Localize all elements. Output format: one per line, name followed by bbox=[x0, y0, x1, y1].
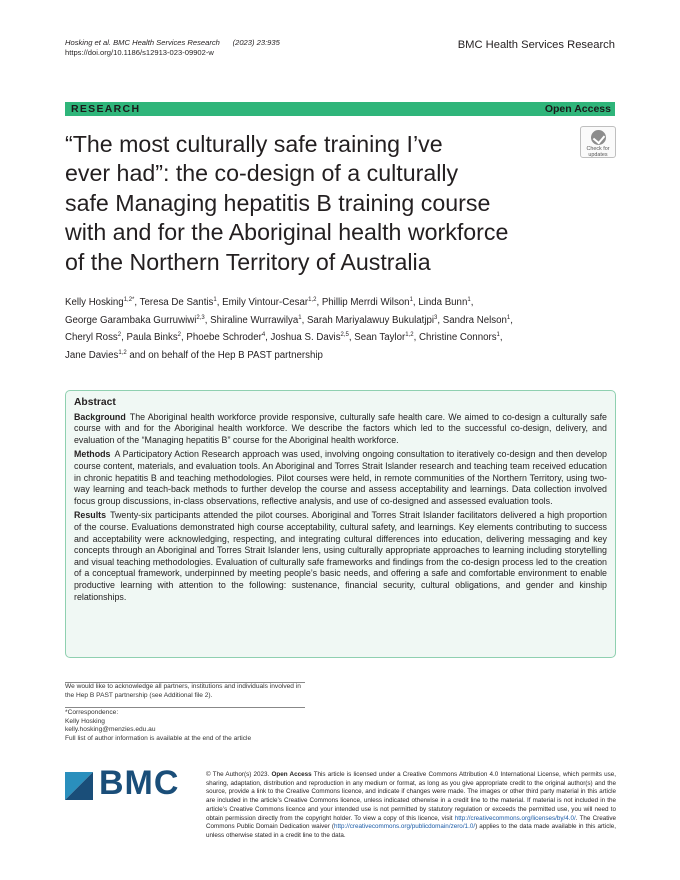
title-line: ever had”: the co-design of a culturally bbox=[65, 160, 459, 187]
author-name: Phillip Merrdi Wilson bbox=[321, 297, 410, 309]
check-for-updates-icon bbox=[591, 130, 606, 145]
abstract-box bbox=[65, 390, 616, 658]
author-name: Cheryl Ross bbox=[65, 332, 118, 344]
check-for-updates-button[interactable] bbox=[580, 126, 616, 158]
author-affiliation: 4 bbox=[261, 332, 266, 339]
cc-by-license-link[interactable]: http://creativecommons.org/licenses/by/4.0/ bbox=[454, 814, 576, 822]
abstract-background bbox=[74, 412, 607, 447]
author-name: Emily Vintour-Cesar bbox=[222, 297, 309, 309]
citation-year: (2023) 23:935 bbox=[232, 38, 280, 47]
copyright-notice: © The Author(s) 2023. bbox=[206, 771, 270, 778]
author-name: Sean Taylor bbox=[354, 332, 406, 344]
author-name: George Garambaka Gurruwiwi bbox=[65, 314, 197, 326]
license-statement bbox=[206, 771, 616, 841]
authors-partnership: and on behalf of the Hep B PAST partnership bbox=[129, 350, 323, 362]
section-heading: Results bbox=[74, 510, 107, 521]
title-line: “The most culturally safe training I’ve bbox=[65, 131, 443, 157]
correspondence-email[interactable]: kelly.hosking@menzies.edu.au bbox=[65, 726, 156, 734]
author-affiliation: 1 bbox=[506, 314, 511, 321]
bmc-logo-icon bbox=[65, 772, 93, 800]
open-access-label: Open Access bbox=[544, 103, 611, 115]
section-heading: Methods bbox=[74, 449, 111, 460]
author-name: Sarah Mariyalawuy Bukulatjpi bbox=[306, 314, 435, 326]
author-affiliation: 1,2 bbox=[118, 350, 127, 357]
open-access-heading: Open Access bbox=[271, 771, 312, 778]
author-name: Linda Bunn bbox=[418, 297, 468, 309]
author-affiliation: 1 bbox=[496, 332, 500, 339]
cc-zero-waiver-link[interactable]: http://creativecommons.org/publicdomain/zero/1.0/ bbox=[334, 823, 476, 831]
author-name: Paula Binks bbox=[126, 332, 178, 344]
article-citation bbox=[65, 38, 280, 58]
citation-authors: Hosking et al. BMC Health Services Research bbox=[65, 38, 220, 47]
author-affiliation: 2 bbox=[177, 332, 182, 339]
author-name: Kelly Hosking bbox=[65, 297, 124, 309]
author-name: Sandra Nelson bbox=[442, 314, 507, 326]
correspondence-block bbox=[65, 709, 307, 743]
license-body: This article is licensed under a Creative Commons Attribution 4.0 International License, which permits use, sharing, adaptation, distribution and reproduction in any medium or format, as long as you give appropriate credit to the original author(s) and the source, provide a link to the Creative Commons licence, and indicate if changes were made. The images or other third party material in this article are included in the article’s Creative Commons licence, unless indicated otherwise in a credit line to the material. If material is not included in the article’s Creative Commons licence and your intended use is not permitted by statutory regulation or exceeds the permitted use, you will need to obtain permission directly from the copyright holder. To view a copy of this licence, visit bbox=[206, 771, 617, 822]
author-name: Phoebe Schroder bbox=[186, 332, 262, 344]
author-affiliation: 1 bbox=[298, 314, 302, 321]
author-info-note: Full list of author information is available at the end of the article bbox=[65, 734, 252, 742]
title-line: of the Northern Territory of Australia bbox=[65, 248, 431, 275]
author-affiliation: 2,5 bbox=[340, 332, 349, 339]
journal-name: BMC Health Services Research bbox=[457, 39, 615, 51]
doi-link[interactable]: https://doi.org/10.1186/s12913-023-09902-w bbox=[65, 48, 214, 57]
author-name: Shiraline Wurrawilya bbox=[210, 314, 299, 326]
author-affiliation: 1,2 bbox=[308, 297, 317, 303]
author-affiliation: 2,3 bbox=[196, 314, 205, 321]
section-heading: Background bbox=[74, 411, 126, 422]
acknowledgement-note: We would like to acknowledge all partners, institutions and individuals involved in the Hep B PAST partnership (see Additional file 2). bbox=[65, 683, 301, 699]
title-line: safe Managing hepatitis B training course bbox=[65, 189, 491, 216]
author-affiliation: 2 bbox=[117, 332, 122, 339]
article-title bbox=[65, 130, 585, 277]
abstract-heading: Abstract bbox=[74, 397, 116, 408]
bmc-logo bbox=[65, 764, 190, 808]
author-name: Jane Davies bbox=[65, 350, 119, 362]
abstract-methods bbox=[74, 449, 607, 507]
author-affiliation: 3 bbox=[434, 314, 438, 321]
author-list: Kelly Hosking$^{1,2*}$, Teresa De Santis$^1$, Emily Vintour-Cesar$^{1,2}$, Phillip Merrdi Wilson$^1$, Linda Bunn$^1$, George Garambaka Gurruwiwi$^{2,3}$, Shiraline Wurrawilya$^1$, Sarah Mariyalawuy Bukulatjpi$^3$, Sandra Nelson$^1$, Cheryl Ross$^2$, Paula Binks$^2$, Phoebe Schroder$^4$, Joshua S. Davis$^{2,5}$, Sean Taylor$^{1,2}$, Christine Connors$^1$, Jane Davies$^{1,2}$ and on behalf of the Hep B PAST partnership bbox=[65, 297, 513, 362]
abstract-results bbox=[74, 510, 607, 603]
author-name: Teresa De Santis bbox=[139, 297, 214, 309]
section-text: The Aboriginal health workforce provide responsive, culturally safe health care. We aimed to co-design a culturally safe course with and for the Aboriginal health workforce. We describe the factors which led to the successful co-design, delivery, and evaluation of the “Managing hepatitis B” course for the Aboriginal health workforce. bbox=[74, 411, 607, 445]
article-type-banner bbox=[65, 102, 615, 116]
check-for-updates-text: Check for updates bbox=[586, 146, 610, 158]
section-text: Twenty-six participants attended the pilot courses. Aboriginal and Torres Strait Islander facilitators delivered a high proportion of the course. Evaluations demonstrated high course acceptability, cultural safety, and learnings. Key elements contributing to success and acceptability were acknowledging, respecting, and integrating cultural differences into education, delivering messaging and key concepts through an Aboriginal and Torres Strait Islander lens, using culturally appropriate approaches to learning including storytelling and visual teaching methodologies. Evaluation of culturally safe frameworks and findings from the co-design process led to the creation of a conceptual framework, underpinned by meeting people’s basic needs, and offering a safe and comfortable environment to enable productive learning with attention to the following: sustenance, financial security, cultural obligations, and gender and kinship relationships. bbox=[74, 510, 607, 602]
author-affiliation: 1 bbox=[409, 297, 413, 303]
bmc-logo-text: BMC bbox=[99, 764, 180, 802]
author-affiliation: 1 bbox=[467, 297, 471, 303]
correspondence-name: Kelly Hosking bbox=[65, 717, 105, 725]
license-end: ) applies to the data made available in this article, unless otherwise stated in a credit line to the data. bbox=[206, 823, 616, 839]
author-affiliation: 1,2 bbox=[405, 332, 414, 339]
author-name: Joshua S. Davis bbox=[270, 332, 341, 344]
footnote-divider bbox=[65, 707, 305, 708]
article-type-label: RESEARCH bbox=[71, 103, 141, 115]
correspondence-label: *Correspondence: bbox=[65, 709, 119, 716]
author-name: Christine Connors bbox=[419, 332, 497, 344]
license-middle: . The Creative Commons Public Domain Dedication waiver ( bbox=[206, 814, 617, 831]
author-affiliation: 1,2* bbox=[123, 297, 135, 303]
title-line: with and for the Aboriginal health workforce bbox=[65, 219, 509, 246]
author-affiliation: 1 bbox=[213, 297, 217, 303]
section-text: A Participatory Action Research approach was used, involving ongoing consultation to iteratively co-design and then develop course content, materials, and evaluation tools. An Aboriginal and Torres Strait Islander research and teaching team received education in chronic hepatitis B and teaching methodologies. Pilot courses were held, in remote communities of the Northern Territory, using two-way learning and teach-back methods to further develop the course and assess acceptability and learnings. Data collection involved focus group discussions, in-class observations, reflective analysis, and use of co-designed and assessed evaluation tools. bbox=[74, 449, 607, 506]
